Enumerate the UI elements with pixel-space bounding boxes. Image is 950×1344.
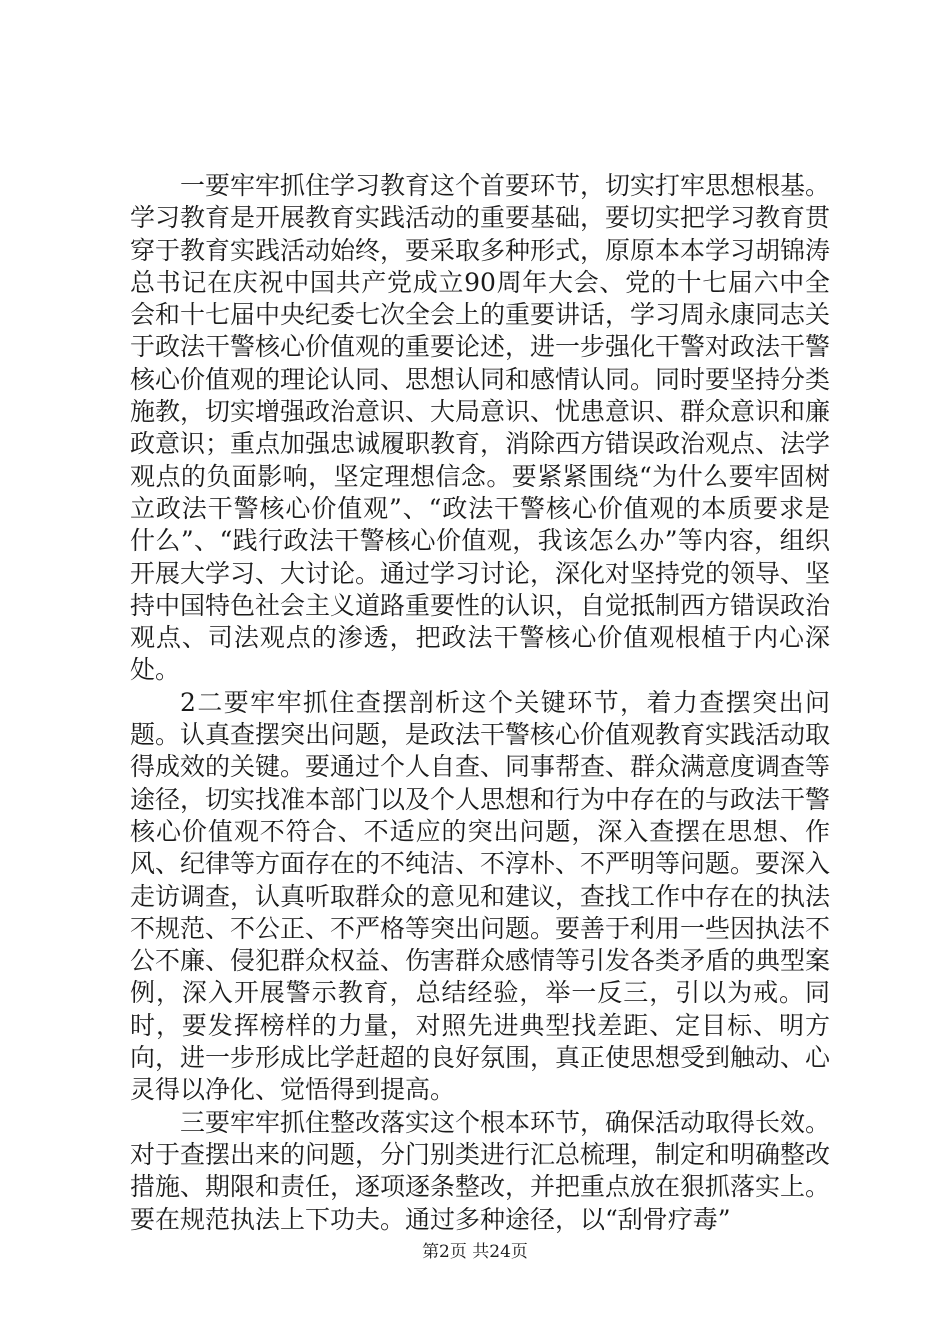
paragraph-1: 一要牢牢抓住学习教育这个首要环节，切实打牢思想根基。学习教育是开展教育实践活动的重要基础，要切实把学习教育贯穿于教育实践活动始终，要采取多种形式，原原本本学习胡锦涛总书记在庆祝中国共产党成立90周年大会、党的十七届六中全会和十七届中央纪委七次全会上的重要讲话，学习周永康同志关于政法干警核心价值观的重要论述，进一步强化干警对政法干警核心价值观的理论认同、思想认同和感情认同。同时要坚持分类施教，切实增强政治意识、大局意识、忧患意识、群众意识和廉政意识；重点加强忠诚履职教育，消除西方错误政治观点、法学观点的负面影响，坚定理想信念。要紧紧围绕“为什么要牢固树立政法干警核心价值观”、“政法干警核心价值观的本质要求是什么”、“践行政法干警核心价值观，我该怎么办”等内容，组织开展大学习、大讨论。通过学习讨论，深化对坚持党的领导、坚持中国特色社会主义道路重要性的认识，自觉抵制西方错误政治观点、司法观点的渗透，把政法干警核心价值观根植于内心深处。	[130, 171, 831, 685]
paragraph-3: 三要牢牢抓住整改落实这个根本环节，确保活动取得长效。对于查摆出来的问题，分门别类进行汇总梳理，制定和明确整改措施、期限和责任，逐项逐条整改，并把重点放在狠抓落实上。要在规范执法上下功夫。通过多种途径，以“刮骨疗毒”	[130, 1107, 831, 1234]
document-body	[130, 170, 830, 1236]
page-number-footer: 第2页 共24页	[422, 1242, 528, 1262]
paragraph-2: 2二要牢牢抓住查摆剖析这个关键环节，着力查摆突出问题。认真查摆突出问题，是政法干警核心价值观教育实践活动取得成效的关键。要通过个人自查、同事帮查、群众满意度调查等途径，切实找准本部门以及个人思想和行为中存在的与政法干警核心价值观不符合、不适应的突出问题，深入查摆在思想、作风、纪律等方面存在的不纯洁、不淳朴、不严明等问题。要深入走访调查，认真听取群众的意见和建议，查找工作中存在的执法不规范、不公正、不严格等突出问题。要善于利用一些因执法不公不廉、侵犯群众权益、伤害群众感情等引发各类矛盾的典型案例，深入开展警示教育，总结经验，举一反三，引以为戒。同时，要发挥榜样的力量，对照先进典型找差距、定目标、明方向，进一步形成比学赶超的良好氛围，真正使思想受到触动、心灵得以净化、觉悟得到提高。	[130, 687, 831, 1105]
